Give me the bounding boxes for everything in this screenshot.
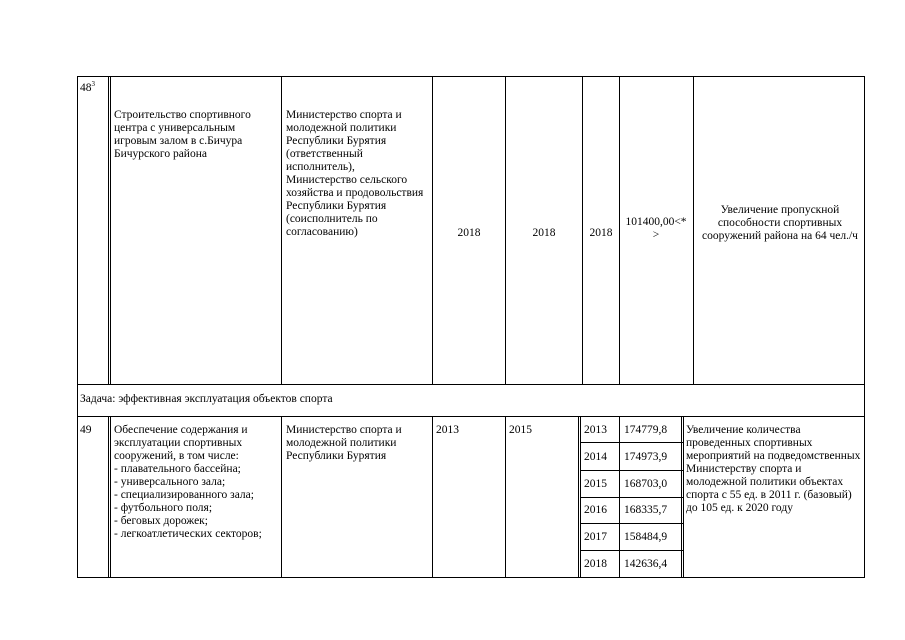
row-number: $48^3$ bbox=[80, 80, 95, 94]
end-year: 2018 bbox=[532, 227, 556, 239]
executor: Министерство спорта и молодежной политики Республики Бурятия bbox=[286, 424, 402, 462]
row-number: 49 bbox=[80, 424, 92, 436]
start-year: 2018 bbox=[457, 227, 481, 239]
funding-year: 2018 bbox=[584, 558, 607, 570]
object-name: Обеспечение содержания и эксплуатации спортивных сооружений, в том числе: - плавательного бассейна; - универсального зала; - специализированного зала; - футбольного поля; - беговых дорожек; - легкоатлетических секторов; bbox=[114, 424, 262, 540]
funding-amount: 101400,00<*> bbox=[625, 216, 687, 241]
end-year: 2015 bbox=[509, 424, 532, 436]
funding-year: 2017 bbox=[584, 531, 607, 543]
funding-amount: 168335,7 bbox=[624, 504, 668, 516]
funding-amount: 174973,9 bbox=[624, 451, 668, 463]
funding-amount: 174779,8 bbox=[624, 424, 668, 436]
funding-year: 2016 bbox=[584, 504, 607, 516]
funding-amount: 142636,4 bbox=[624, 558, 668, 570]
task-row: Задача: эффективная эксплуатация объектов спорта bbox=[80, 393, 333, 405]
funding-amount: 168703,0 bbox=[624, 478, 668, 490]
funding-year: 2013 bbox=[584, 424, 607, 436]
object-name: Строительство спортивного центра с универсальным игровым залом в с.Бичура Бичурского района bbox=[114, 109, 251, 160]
funding-year: 2018 bbox=[589, 227, 613, 239]
funding-amount: 158484,9 bbox=[624, 531, 668, 543]
funding-year: 2015 bbox=[584, 478, 607, 490]
funding-year: 2014 bbox=[584, 451, 607, 463]
expected-result: Увеличение пропускной способности спортивных сооружений района на 64 чел./ч bbox=[702, 204, 858, 242]
start-year: 2013 bbox=[436, 424, 459, 436]
executor: Министерство спорта и молодежной политики Республики Бурятия (ответственный исполнитель), Министерство сельского хозяйства и продовольствия Республики Бурятия (соисполнитель по согласованию) bbox=[286, 109, 424, 238]
expected-result: Увеличение количества проведенных спортивных мероприятий на подведомственных Министерству спорта и молодежной политики объектах спорта с 55 ед. в 2011 г. (базовый) до 105 ед. к 2020 году bbox=[686, 424, 861, 514]
